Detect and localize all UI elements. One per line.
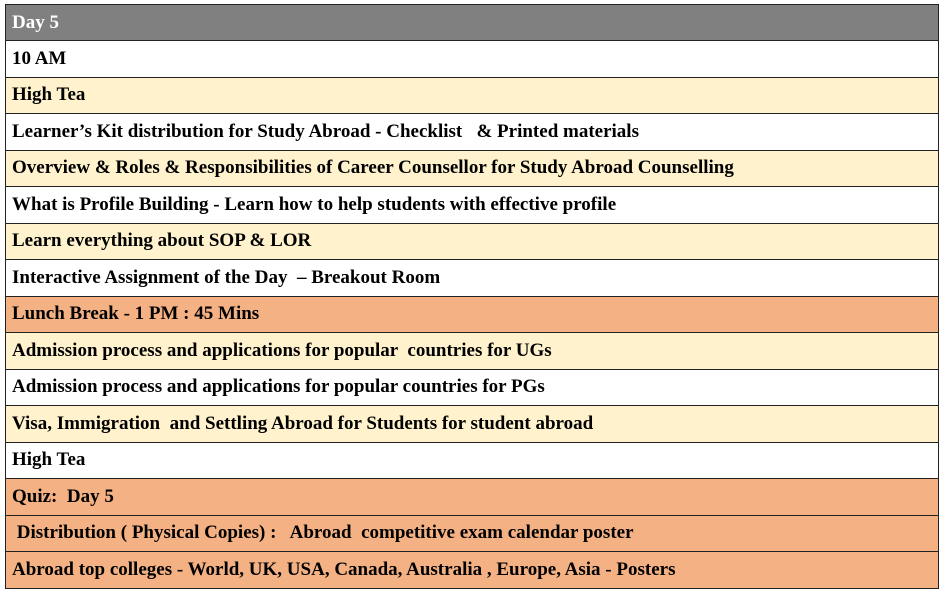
table-row <box>6 479 939 516</box>
schedule-item-cell: 10 AM <box>6 41 939 78</box>
schedule-item-cell: Admission process and applications for popular countries for UGs <box>6 333 939 370</box>
table-row <box>6 187 939 224</box>
schedule-item-cell: High Tea <box>6 442 939 479</box>
schedule-item-cell: High Tea <box>6 77 939 114</box>
schedule-item-cell: Admission process and applications for popular countries for PGs <box>6 369 939 406</box>
schedule-item-cell: Interactive Assignment of the Day – Breakout Room <box>6 260 939 297</box>
table-header-row <box>6 5 939 41</box>
schedule-item-cell: What is Profile Building - Learn how to help students with effective profile <box>6 187 939 224</box>
table-row <box>6 223 939 260</box>
table-row <box>6 552 939 589</box>
table-row <box>6 369 939 406</box>
table-row <box>6 150 939 187</box>
schedule-item-cell: Quiz: Day 5 <box>6 479 939 516</box>
table-row <box>6 114 939 151</box>
schedule-item-cell: Distribution ( Physical Copies) : Abroad competitive exam calendar poster <box>6 515 939 552</box>
schedule-table <box>5 4 939 589</box>
day-title-cell: Day 5 <box>6 5 939 41</box>
table-row <box>6 77 939 114</box>
schedule-item-cell: Visa, Immigration and Settling Abroad for Students for student abroad <box>6 406 939 443</box>
schedule-item-cell: Abroad top colleges - World, UK, USA, Canada, Australia , Europe, Asia - Posters <box>6 552 939 589</box>
table-row <box>6 260 939 297</box>
schedule-item-cell: Lunch Break - 1 PM : 45 Mins <box>6 296 939 333</box>
table-row <box>6 333 939 370</box>
table-row <box>6 442 939 479</box>
schedule-item-cell: Learner’s Kit distribution for Study Abroad - Checklist & Printed materials <box>6 114 939 151</box>
table-row <box>6 41 939 78</box>
schedule-table-body <box>6 5 939 589</box>
schedule-item-cell: Learn everything about SOP & LOR <box>6 223 939 260</box>
table-row <box>6 515 939 552</box>
table-row <box>6 296 939 333</box>
schedule-item-cell: Overview & Roles & Responsibilities of Career Counsellor for Study Abroad Counselling <box>6 150 939 187</box>
table-row <box>6 406 939 443</box>
